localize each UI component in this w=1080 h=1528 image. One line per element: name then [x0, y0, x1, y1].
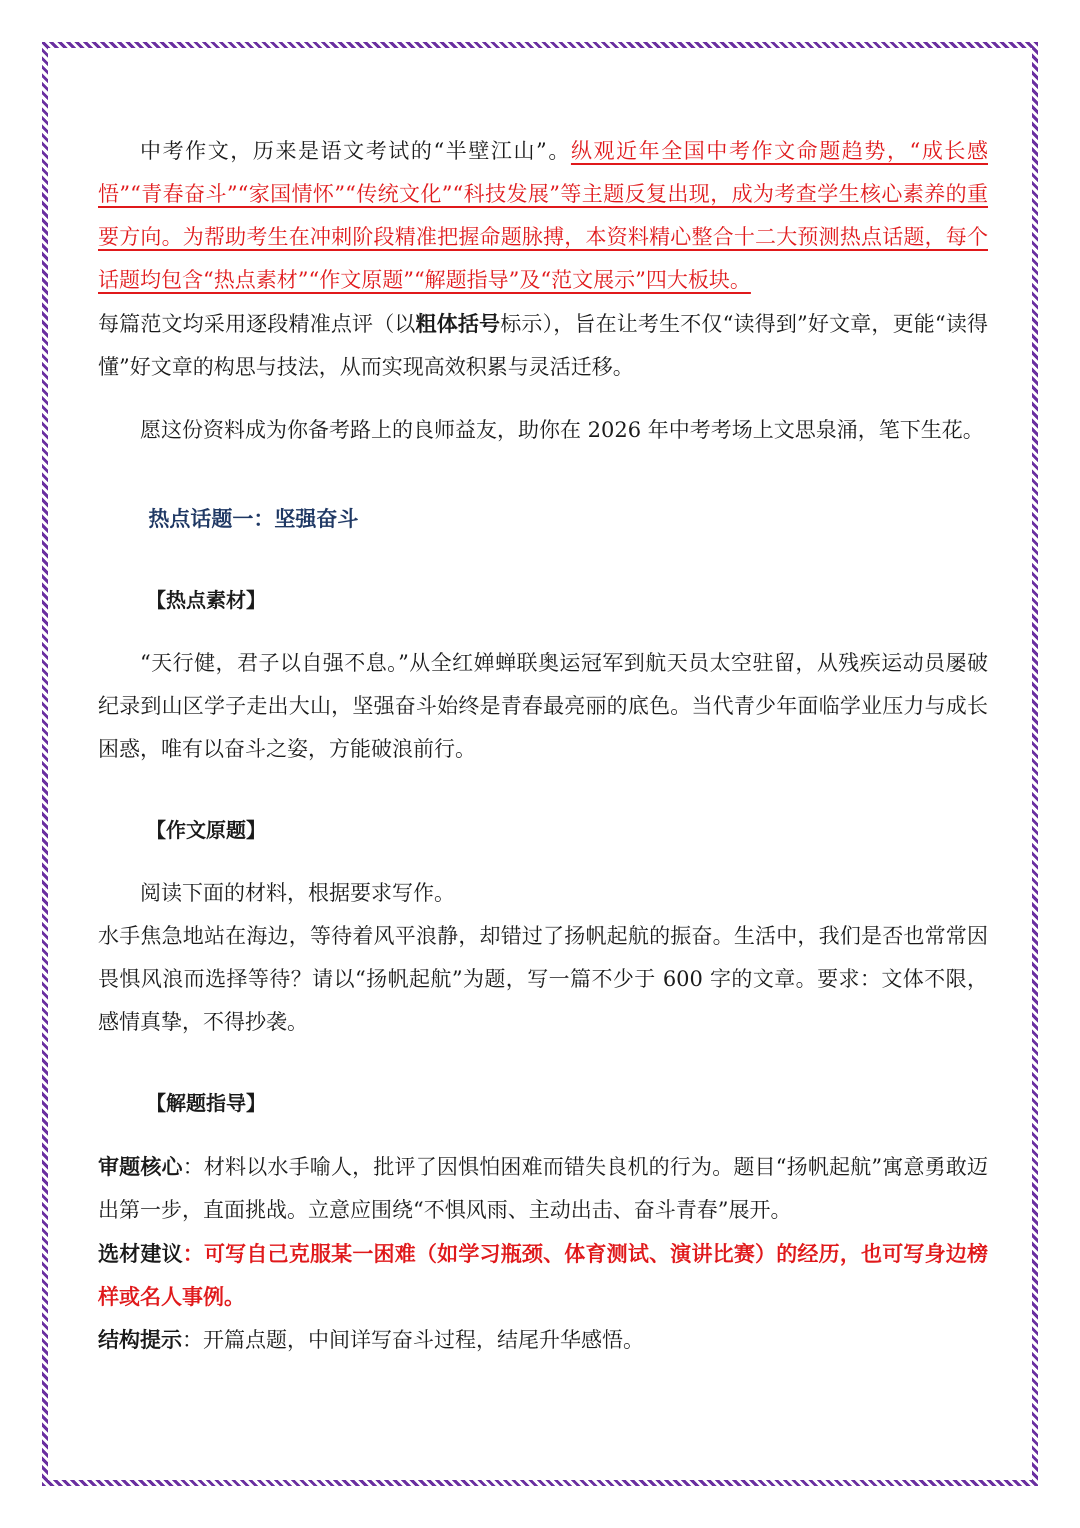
material-text: “天行健，君子以自强不息。”从全红婵蝉联奥运冠军到航天员太空驻留，从残疾运动员屡破纪录到山区学子走出大山，坚强奋斗始终是青春最亮丽的底色。当代青少年面临学业压力与成长困惑，唯有以奋斗之姿，方能破浪前行。 — [98, 651, 988, 761]
prompt-line-1: 阅读下面的材料，根据要求写作。 — [140, 881, 455, 905]
prompt-heading: 【作文原题】 — [146, 818, 266, 842]
intro-highlight-text: 纵观近年全国中考作文命题趋势，“成长感悟”“青春奋斗”“家国情怀”“传统文化”“科技发展”等主题反复出现，成为考查学生核心素养的重要方向。为帮助考生在冲刺阶段精准把握命题脉搏，本资料精心整合十二大预测热点话题，每个话题均包含“热点素材”“作文原题”“解题指导”及“范文展示”四大板块。 — [98, 139, 988, 292]
intro-plain-text: 中考作文，历来是语文考试的“半壁江山”。 — [140, 139, 571, 163]
guide-structure-label: 结构提示 — [98, 1327, 182, 1352]
prompt-text: 水手焦急地站在海边，等待着风平浪静，却错过了扬帆起航的振奋。生活中，我们是否也常常因畏惧风浪而选择等待？请以“扬帆起航”为题，写一篇不少于 600 字的文章。要求：文体不限，感情真挚，不得抄袭。 — [98, 924, 988, 1034]
guide-select — [98, 1232, 988, 1318]
intro-paragraph — [98, 130, 988, 302]
guide-review-label: 审题核心 — [98, 1154, 183, 1179]
guide-structure-text: ：开篇点题，中间详写奋斗过程，结尾升华感悟。 — [182, 1328, 644, 1352]
guide-select-label: 选材建议 — [98, 1241, 183, 1266]
guide-select-text: ：可写自己克服某一困难（如学习瓶颈、体育测试、演讲比赛）的经历，也可写身边榜样或名人事例。 — [98, 1241, 988, 1309]
topic-title: 热点话题一：坚强奋斗 — [148, 507, 359, 531]
guide-structure — [98, 1318, 988, 1362]
intro-paragraph-2 — [98, 302, 988, 389]
intro-p2-bold: 粗体括号 — [415, 311, 501, 336]
intro-paragraph-3: 愿这份资料成为你备考路上的良师益友，助你在 2026 年中考考场上文思泉涌，笔下生花。 — [140, 418, 984, 442]
guide-review-text: ：材料以水手喻人，批评了因惧怕困难而错失良机的行为。题目“扬帆起航”寓意勇敢迈出第一步，直面挑战。立意应围绕“不惧风雨、主动出击、奋斗青春”展开。 — [98, 1155, 989, 1222]
intro-p2-text-a: 每篇范文均采用逐段精准点评（以 — [98, 312, 416, 336]
intro-p2-text-b: 标示），旨在让考生不仅“读得到”好文章，更能“读得懂”好文章的构思与技法，从而实现高效积累与灵活迁移。 — [98, 312, 989, 379]
guide-review — [98, 1145, 988, 1232]
material-heading: 【热点素材】 — [146, 588, 266, 612]
document-body — [98, 130, 988, 1362]
guide-heading: 【解题指导】 — [146, 1091, 266, 1115]
